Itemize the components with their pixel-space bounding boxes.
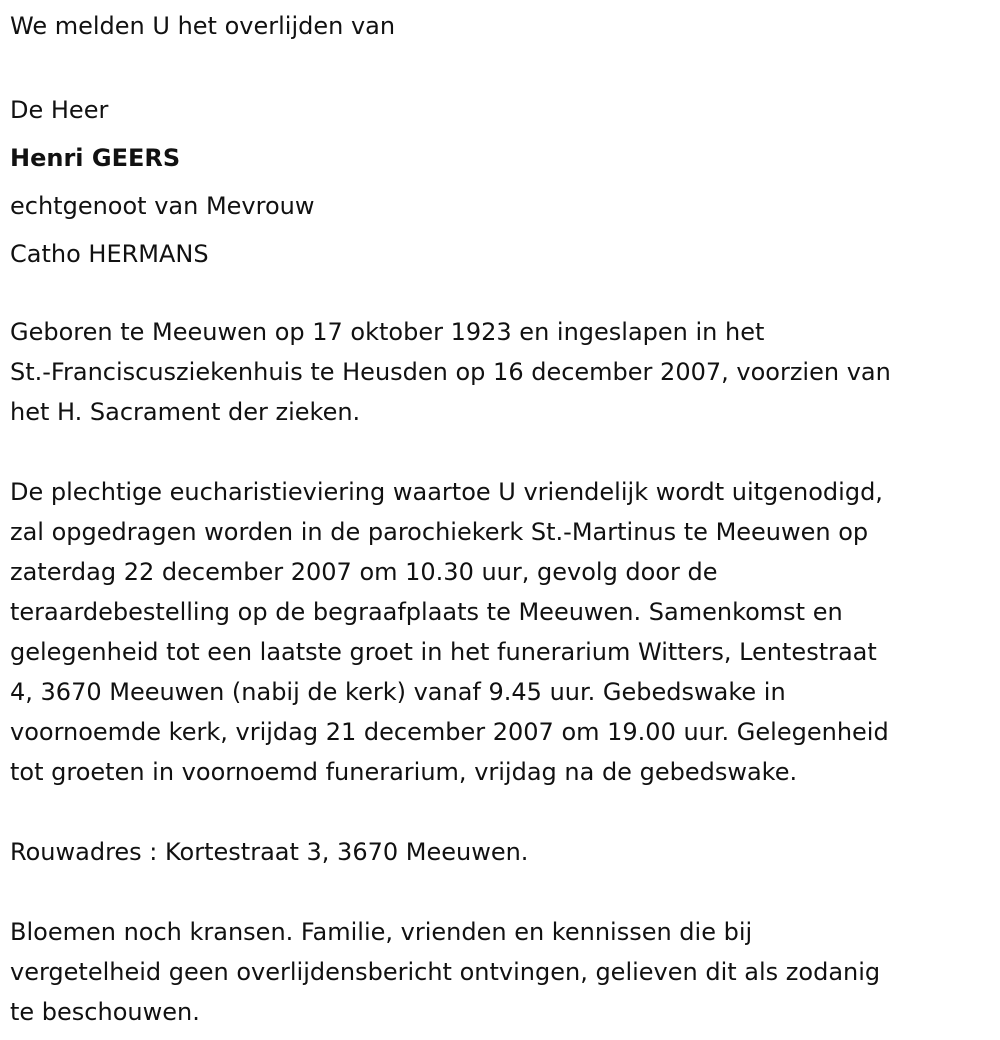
birth-death-paragraph [10,312,1000,432]
relation-text: echtgenoot van Mevrouw [10,192,315,220]
flowers-paragraph [10,912,1000,1032]
paragraph-line: St.-Franciscusziekenhuis te Heusden op 16 december 2007, voorzien van [10,358,891,386]
spouse-name: Catho HERMANS [10,240,209,268]
paragraph-line: zaterdag 22 december 2007 om 10.30 uur, gevolg door de [10,558,718,586]
paragraph-line: Geboren te Meeuwen op 17 oktober 1923 en ingeslapen in het [10,318,765,346]
paragraph-line: gelegenheid tot een laatste groet in het funerarium Witters, Lentestraat [10,638,877,666]
paragraph-line: voornoemde kerk, vrijdag 21 december 2007 om 19.00 uur. Gelegenheid [10,718,889,746]
paragraph-line: Bloemen noch kransen. Familie, vrienden en kennissen die bij [10,918,753,946]
deceased-name: Henri GEERS [10,144,181,172]
paragraph-line: vergetelheid geen overlijdensbericht ontvingen, gelieven dit als zodanig [10,958,881,986]
paragraph-line: 4, 3670 Meeuwen (nabij de kerk) vanaf 9.45 uur. Gebedswake in [10,678,786,706]
ceremony-paragraph [10,472,1000,792]
intro-text: We melden U het overlijden van [10,12,396,40]
mourning-address: Rouwadres : Kortestraat 3, 3670 Meeuwen. [10,838,529,866]
paragraph-line: het H. Sacrament der zieken. [10,398,361,426]
paragraph-line: te beschouwen. [10,998,200,1026]
salutation: De Heer [10,96,109,124]
paragraph-line: teraardebestelling op de begraafplaats te Meeuwen. Samenkomst en [10,598,843,626]
paragraph-line: tot groeten in voornoemd funerarium, vrijdag na de gebedswake. [10,758,798,786]
paragraph-line: zal opgedragen worden in de parochiekerk St.-Martinus te Meeuwen op [10,518,869,546]
paragraph-line: De plechtige eucharistieviering waartoe U vriendelijk wordt uitgenodigd, [10,478,883,506]
